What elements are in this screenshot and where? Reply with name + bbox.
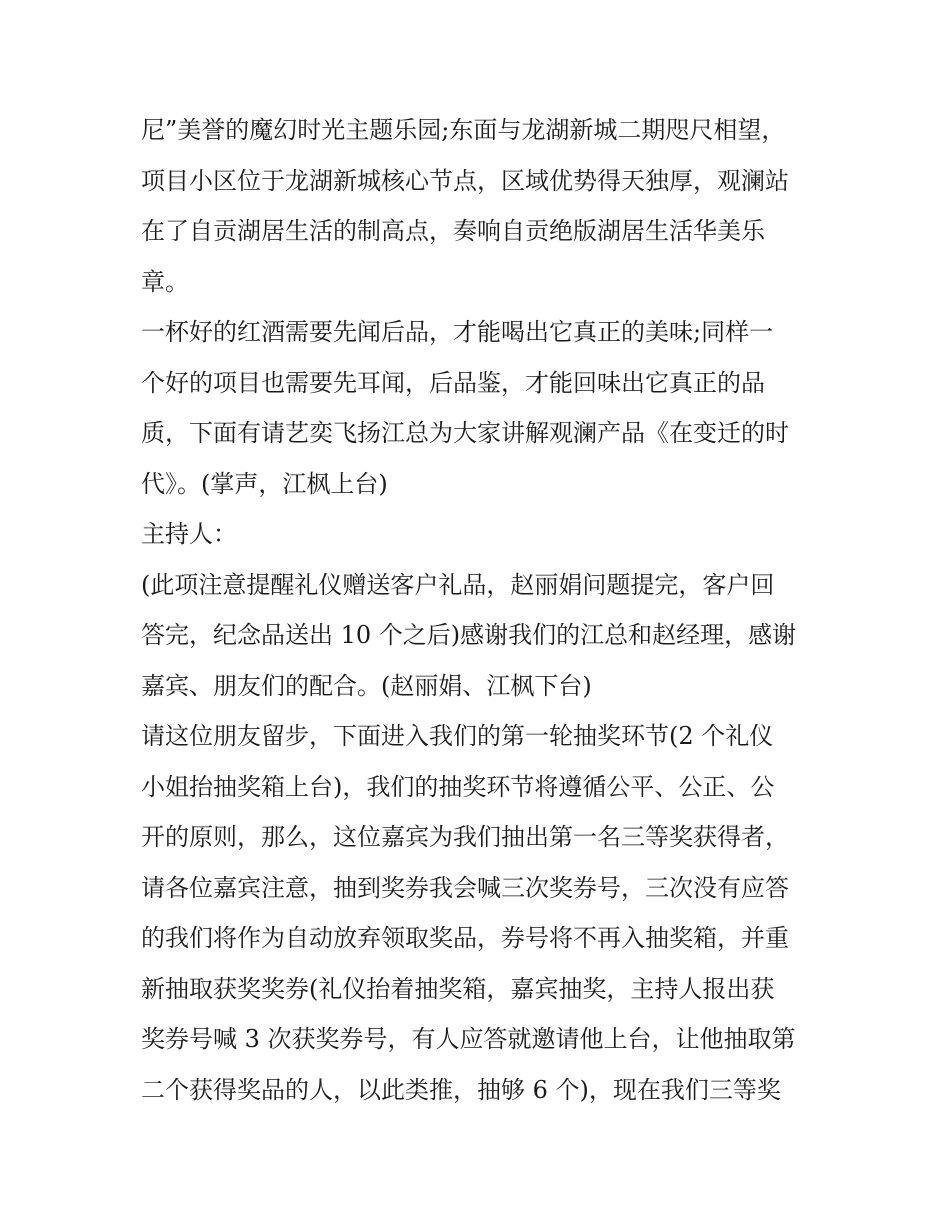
text-line: 新抽取获奖奖券(礼仪抬着抽奖箱，嘉宾抽奖，主持人报出获 bbox=[141, 974, 775, 1003]
text-line: 章。 bbox=[141, 267, 189, 296]
text-line: 的我们将作为自动放弃领取奖品，券号将不再入抽奖箱，并重 bbox=[141, 924, 789, 952]
text-line: 主持人： bbox=[141, 520, 237, 548]
text-line: 奖券号喊 3 次获奖券号，有人应答就邀请他上台，让他抽取第 bbox=[141, 1025, 796, 1053]
text-line: 答完，纪念品送出 10 个之后)感谢我们的江总和赵经理，感谢 bbox=[141, 621, 797, 649]
text-line: 质，下面有请艺奕飞扬江总为大家讲解观澜产品《在变迁的时 bbox=[141, 419, 789, 447]
text-line: 在了自贡湖居生活的制高点，奏响自贡绝版湖居生活华美乐 bbox=[141, 217, 765, 245]
text-line: 请这位朋友留步，下面进入我们的第一轮抽奖环节(2 个礼仪 bbox=[141, 722, 774, 750]
text-line: 小姐抬抽奖箱上台)，我们的抽奖环节将遵循公平、公正、公 bbox=[141, 772, 775, 801]
text-line: 一杯好的红酒需要先闻后品，才能喝出它真正的美味;同样一 bbox=[141, 318, 774, 346]
text-line: 尼”美誉的魔幻时光主题乐园;东面与龙湖新城二期咫尺相望， bbox=[141, 116, 786, 144]
text-line: (此项注意提醒礼仪赠送客户礼品，赵丽娟问题提完，客户回 bbox=[141, 570, 775, 599]
text-line: 项目小区位于龙湖新城核心节点，区域优势得天独厚，观澜站 bbox=[141, 166, 789, 195]
text-line: 嘉宾、朋友们的配合。(赵丽娟、江枫下台) bbox=[141, 671, 592, 700]
text-line: 请各位嘉宾注意，抽到奖券我会喊三次奖券号，三次没有应答 bbox=[141, 873, 789, 902]
document-body bbox=[141, 105, 831, 1115]
text-line: 开的原则，那么，这位嘉宾为我们抽出第一名三等奖获得者， bbox=[141, 823, 789, 851]
text-line: 个好的项目也需要先耳闻，后品鉴，才能回味出它真正的品 bbox=[141, 368, 765, 397]
text-line: 代》。(掌声，江枫上台) bbox=[141, 469, 388, 498]
text-line: 二个获得奖品的人，以此类推，抽够 6 个)，现在我们三等奖 bbox=[141, 1075, 781, 1104]
